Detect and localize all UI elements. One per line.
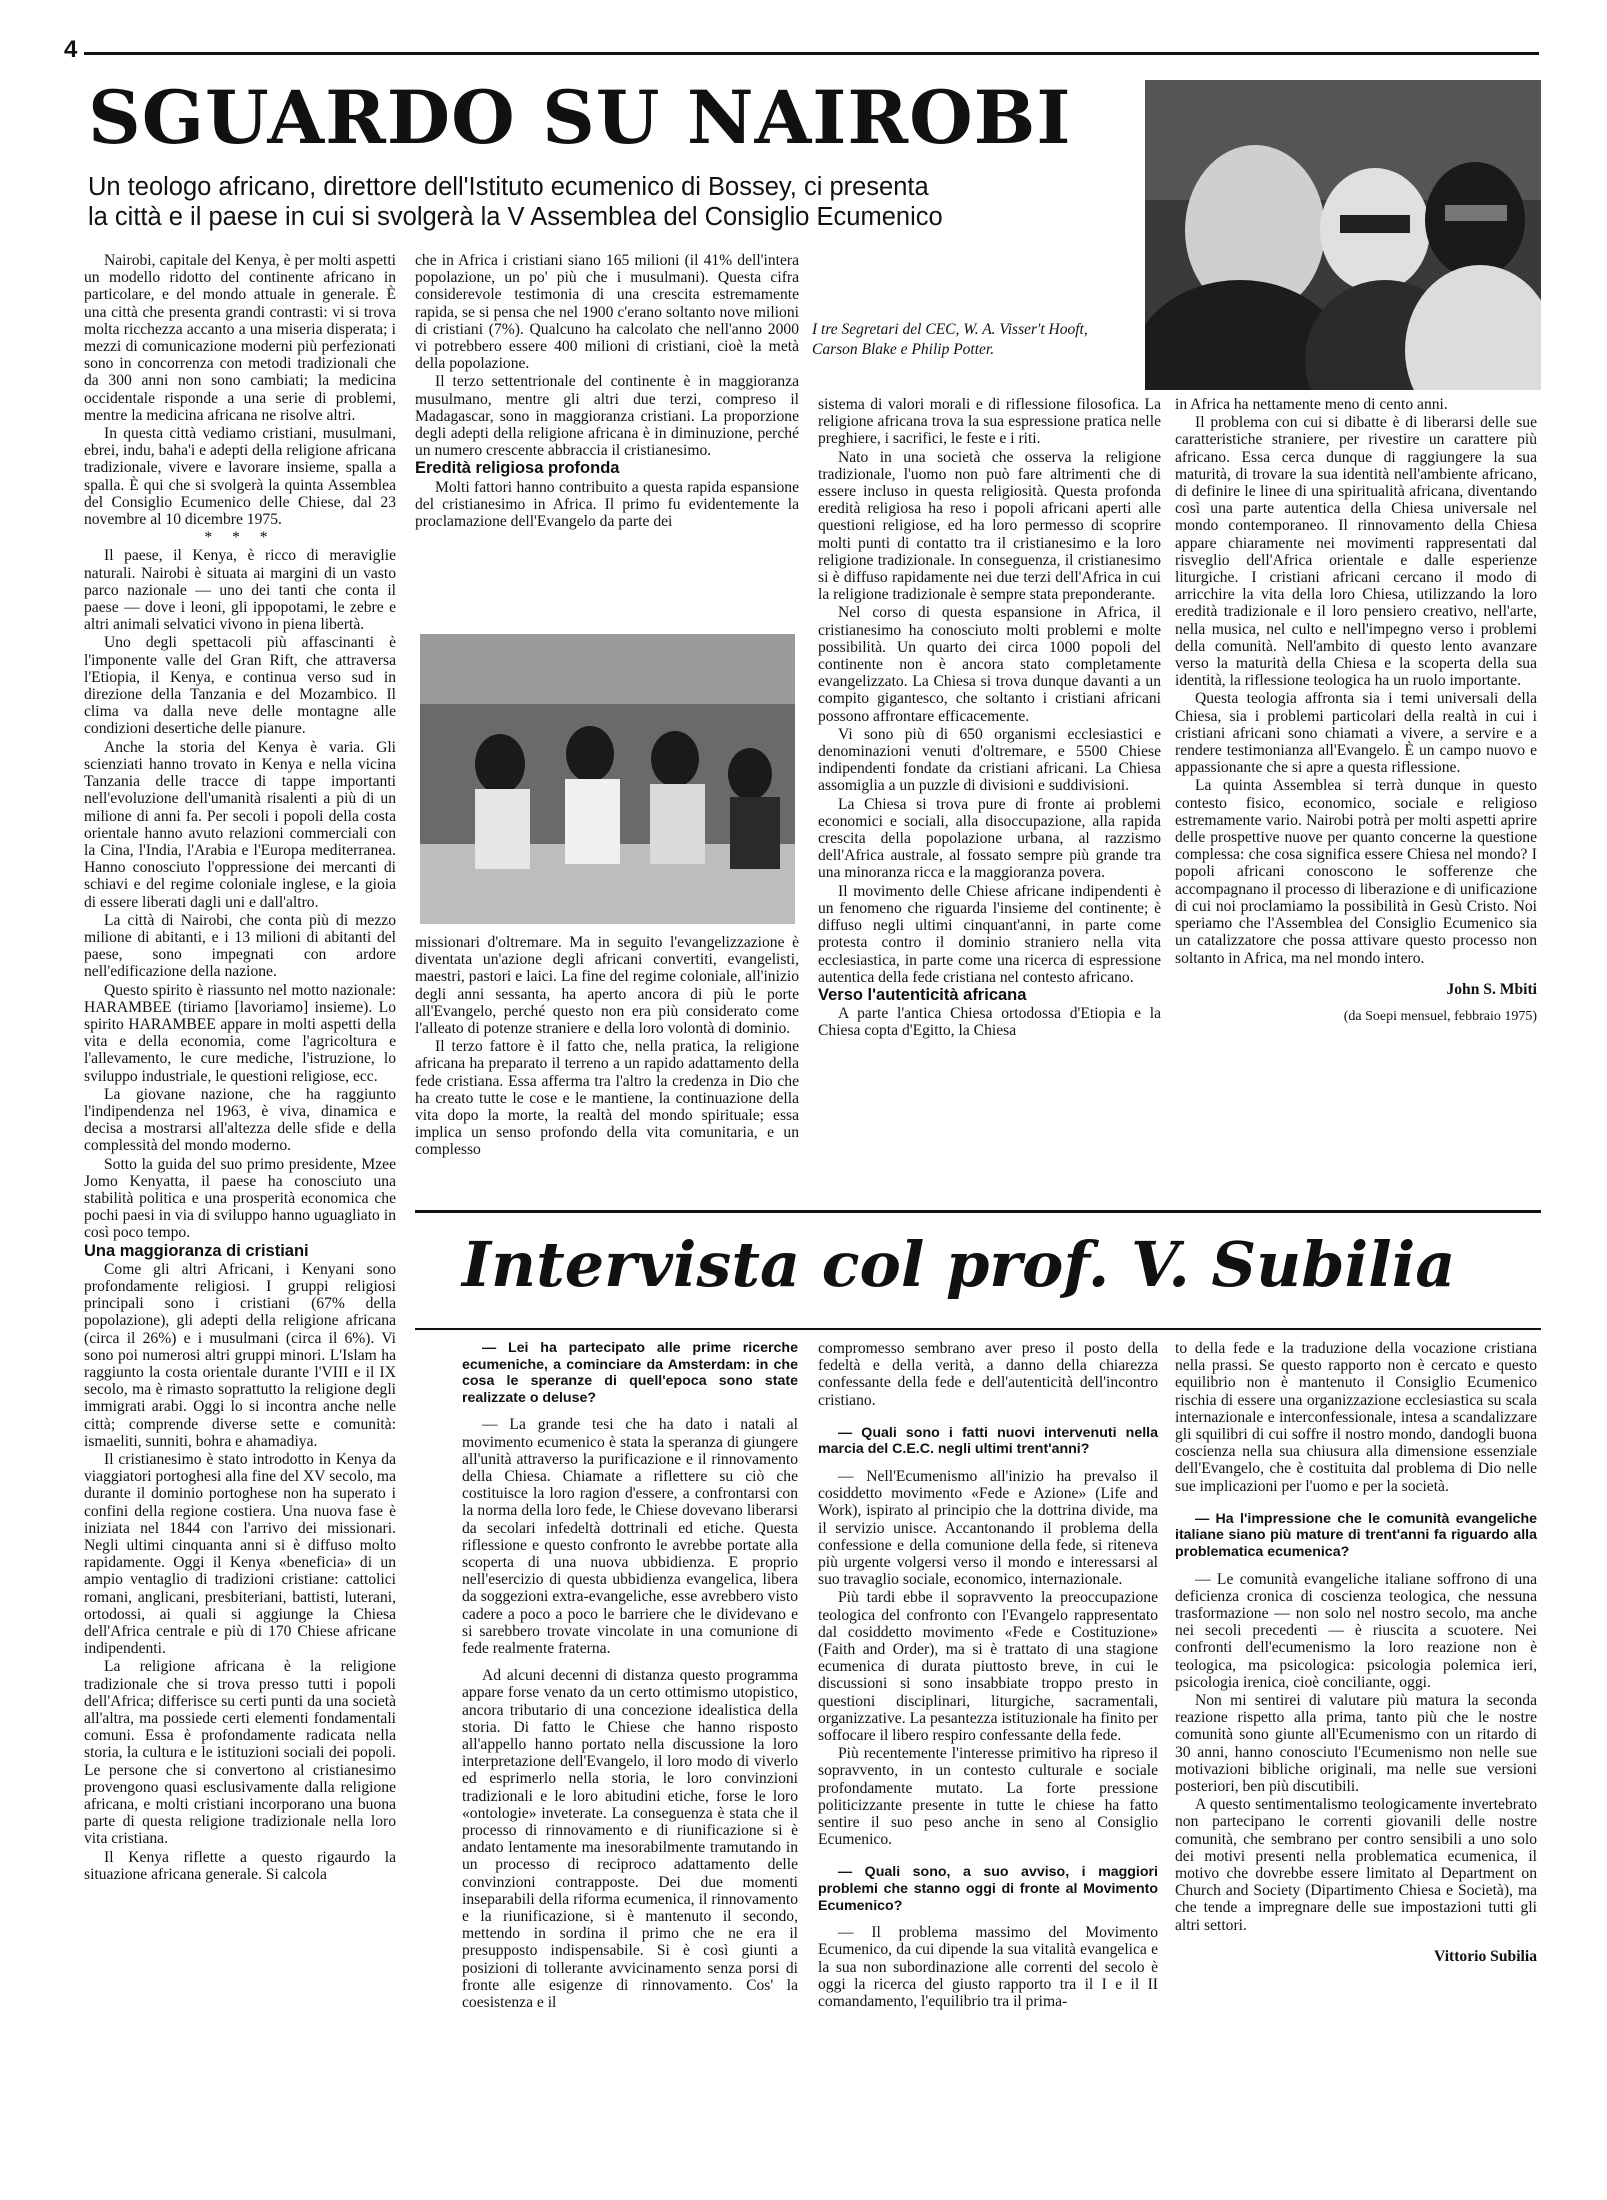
paragraph: Il paese, il Kenya, è ricco di meraviglie naturali. Nairobi è situata ai margini di un vasto parco nazionale — uno dei tanti che conta il paese — dove i leoni, gli ippopotami, le zebre e altri animali selvatici vivono in piena libertà. — [84, 547, 396, 634]
paragraph: compromesso sembrano aver preso il posto della fedeltà e della verità, a danno della chiarezza confessante della fede e dell'autenticità dell'incontro cristiano. — [818, 1340, 1158, 1409]
article2-title: Intervista col prof. V. Subilia — [462, 1228, 1456, 1301]
interview-question: — Quali sono, a suo avviso, i maggiori problemi che stanno oggi di fronte al Movimento Ecumenico? — [818, 1864, 1158, 1914]
paragraph: to della fede e la traduzione della vocazione cristiana nella prassi. Se questo rapporto non è cercato e questo equilibrio non è mantenuto il Consiglio Ecumenico rischia di essere una organizzazione ecclesiastica su scala internazionale e interconfessionale, intesa a scandalizzare gli squilibri di cui soffre il nostro mondo, dandogli buona coscienza nella sua chiusura alla dimensione essenziale dell'Evangelo, che è costituita dal problema di Dio nelle sue implicazioni per l'uomo e per la società. — [1175, 1340, 1537, 1495]
paragraph: La città di Nairobi, che conta più di mezzo milione di abitanti, e i 13 milioni di abitanti del paese, sono impegnati con ardore nell'edificazione della nazione. — [84, 911, 396, 981]
paragraph: — Le comunità evangeliche italiane soffrono di una deficienza cronica di coscienza teologica, che nessuna trasformazione — non solo nel nostro secolo, ma anche nei secoli precedenti — è riuscita a scuotere. Nei confronti dell'ecumenismo la loro reazione non è teologica, ma psicologica: psicologia polemica ieri, psicologia irenica, cioè conciliante, oggi. — [1175, 1570, 1537, 1691]
paragraph: A parte l'antica Chiesa ortodossa d'Etiopia e la Chiesa copta d'Egitto, la Chiesa — [818, 1005, 1161, 1040]
author-signature: Vittorio Subilia — [1434, 1947, 1537, 1965]
paragraph: Questo spirito è riassunto nel motto nazionale: HARAMBEE (tiriamo [lavoriamo] insieme). Lo spirito HARAMBEE appare in molti aspetti della vita e della economia, come l'agricoltura e l'allevamento, le cure mediche, l'istruzione, lo sviluppo industriale, le questioni religiose, ecc. — [84, 981, 396, 1085]
article2-column-2 — [462, 1340, 798, 2011]
paragraph: In questa città vediamo cristiani, musulmani, ebrei, indu, baha'i e adepti della religione africana tradizionale, vivere e lavorare insieme, spalla a spalla. È qui che si svolgerà la quinta Assemblea del Consiglio Ecumenico delle Chiese, dal 23 novembre al 10 dicembre 1975. — [84, 425, 396, 529]
paragraph: Il terzo fattore è il fatto che, nella pratica, la religione africana ha preparato il terreno a un rapido adattamento della fede cristiana. Essa afferma tra l'altro la credenza in Dio che ha creato tutte le cose e le mantiene, la continuazione della vita dopo la morte, la realtà del mondo spirituale; essa implica un senso profondo della vita comunitaria, e un complesso — [415, 1038, 799, 1159]
paragraph: Molti fattori hanno contribuito a questa rapida espansione del cristianesimo in Africa. Il primo fu evidentemente la proclamazione dell'Evangelo da parte dei — [415, 478, 799, 531]
paragraph: La Chiesa si trova pure di fronte ai problemi economici e sociali, alla disoccupazione, alla rapida crescita della popolazione urbana, al razzismo dell'Africa australe, al fossato sempre più grande tra una minoranza ricca e la maggioranza povera. — [818, 795, 1161, 882]
article1-column-1 — [84, 252, 396, 1883]
paragraph: A questo sentimentalismo teologicamente invertebrato non partecipano le correnti giovanili delle nostre comunità, che sembrano per contro sensibili a uno solo dei motivi presenti nella problematica ecumenica, il motivo che dovrebbe essere limitato al Department on Church and Society (Dipartimento Chiesa e Società), ma che tende a impregnare delle sue impostazioni tutti gli altri settori. — [1175, 1796, 1537, 1934]
paragraph: Sotto la guida del suo primo presidente, Mzee Jomo Kenyatta, il paese ha conosciuto una stabilità politica e una prosperità economica che pochi paesi in via di sviluppo hanno uguagliato in così poco tempo. — [84, 1155, 396, 1242]
article1-column-3 — [818, 396, 1161, 1040]
paragraph: Più tardi ebbe il sopravvento la preoccupazione teologica del confronto con l'Evangelo rappresentato dal cosiddetto movimento «Fede e Costituzione» (Faith and Order), ma si è trattato di una stagione ecumenica di durata piuttosto breve, in cui le discussioni si sono insabbiate troppo presto in questioni disciplinari, liturgiche, sacramentali, organizzative. La pesantezza istituzionale ha finito per soffocare il libero respiro confessante della fede. — [818, 1589, 1158, 1745]
interview-question: — Lei ha partecipato alle prime ricerche ecumeniche, a cominciare da Amsterdam: in che cosa le speranze di quell'epoca sono state realizzate o deluse? — [462, 1340, 798, 1406]
secretaries-photo — [1145, 80, 1541, 390]
article1-subtitle — [88, 172, 1133, 232]
article1-title: SGUARDO SU NAIROBI — [88, 75, 1072, 161]
paragraph: Il movimento delle Chiese africane indipendenti è un fenomeno che riguarda l'insieme del continente; è diffuso negli ultimi cinquant'anni, in parte come protesta contro il dominio straniero nella vita ecclesiastica, in parte come una ricerca di espressione autentica della fede cristiana nel contesto africano. — [818, 882, 1161, 986]
article2-rule — [415, 1210, 1541, 1213]
article2-column-4 — [1175, 1340, 1537, 1965]
paragraph: Nato in una società che osserva la religione tradizionale, l'uomo non può fare altrimenti che di essere incluso in questa religiosità. Questa profonda eredità religiosa ha reso i popoli africani aperti alle questioni religiose, ed ha loro permesso di scoprire molti punti di contatto tra il cristianesimo e la loro religione tradizionale. In conseguenza, il cristianesimo si è diffuso rapidamente nei due terzi dell'Africa in cui la religione tradizionale è sempre stata preponderante. — [818, 448, 1161, 604]
paragraph: Il cristianesimo è stato introdotto in Kenya da viaggiatori portoghesi alla fine del XV secolo, ma durante il dominio portoghese non ha superato i confini della regione costiera. Una nuova fase è iniziata nel 1844 con l'arrivo dei missionari. Negli ultimi cinquanta anni si è diffuso molto rapidamente. Oggi il Kenya «beneficia» di un ampio ventaglio di tradizioni cristiane: cattolici romani, anglicani, presbiteriani, battisti, luterani, ortodossi, ai quali si aggiunge la Chiesa dell'Africa centrale e più di 170 Chiese africane indipendenti. — [84, 1451, 396, 1658]
paragraph: Uno degli spettacoli più affascinanti è l'imponente valle del Gran Rift, che attraversa l'Etiopia, il Kenya, e continua verso sud in direzione della Tanzania e del Mozambico. Il clima va dalla neve delle montagne alle condizioni desertiche delle pianure. — [84, 634, 396, 738]
paragraph: Più recentemente l'interesse primitivo ha ripreso il sopravvento, in un contesto culturale e sociale profondamente mutato. La forte pressione politicizzante presente in tutte le chiese ha fatto sentire il suo peso anche in seno al Consiglio Ecumenico. — [818, 1745, 1158, 1849]
article2-title-rule — [415, 1328, 1541, 1330]
paragraph: Vi sono più di 650 organismi ecclesiastici e denominazioni venuti d'oltremare, e 5500 Chiese indipendenti fondate da cristiani africani. La Chiesa assomiglia a un puzzle di divisioni e suddivisioni. — [818, 725, 1161, 795]
subtitle-line-2: la città e il paese in cui si svolgerà la V Assemblea del Consiglio Ecumenico — [88, 203, 943, 231]
paragraph: sistema di valori morali e di riflessione filosofica. La religione africana trova la sua espressione pratica nelle preghiere, i sacrifici, le feste e i riti. — [818, 396, 1161, 448]
photo-caption: I tre Segretari del CEC, W. A. Visser't Hooft, Carson Blake e Philip Potter. — [812, 321, 1088, 358]
paragraph: — Nell'Ecumenismo all'inizio ha prevalso il cosiddetto movimento «Fede e Azione» (Life and Work), ispirato al principio che la dottrina divide, ma il servizio unisce. Accantonando il problema della confessione e della comunione della fede, si riteneva più urgente volgersi verso il mondo e interessarsi al suo travaglio sociale, economico, internazionale. — [818, 1468, 1158, 1589]
paragraph: Nel corso di questa espansione in Africa, il cristianesimo ha conosciuto molti problemi e molte possibilità. Un quarto dei circa 1000 popoli del continente non è ancora stato completamente evangelizzato. La Chiesa si trova dunque davanti a un compito gigantesco, che soltanto i cristiani africani possono affrontare efficacemente. — [818, 604, 1161, 725]
paragraph: — La grande tesi che ha dato i natali al movimento ecumenico è stata la speranza di giungere all'unità attraverso la purificazione e il rinnovamento della Chiesa. Chiamate a riflettere su ciò che costituisce la loro ragion d'essere, a confrontarsi con la norma della loro fede, le Chiese dovevano liberarsi da secolari infedeltà dottrinali ed etiche. Questa riflessione e questo confronto le avrebbe portate alla scoperta di una nuova ubbidienza. E proprio nell'esercizio di questa ubbidienza evangelica, libera da soggezioni extra-evangeliche, esse avrebbero visto cadere a poco a poco le barriere che le dividevano e si sarebbero trovate vincolate in una comunione di fede realmente fraterna. — [462, 1416, 798, 1658]
paragraph: — Il problema massimo del Movimento Ecumenico, da cui dipende la sua vitalità evangelica e la sua non subordinazione alle correnti del secolo è oggi la ricerca del giusto rapporto tra il I e il II comandamento, l'equilibrio tra il prima- — [818, 1924, 1158, 2011]
paragraph: Ad alcuni decenni di distanza questo programma appare forse venato da un certo ottimismo utopistico, ancora tributario di una concezione idealistica della storia. Di fatto le Chiese che hanno risposto all'appello hanno portato nella discussione la loro interpretazione dell'Evangelo, il loro modo di viverlo ed esprimerlo nella storia, le loro convinzioni tradizionali e le loro abitudini etiche, forse le loro «ontologie» inveterate. La conseguenza è stata che il processo di rinnovamento e di riunificazione si è andato lentamente ma inesorabilmente tramutando in un processo di reciproco adattamento delle convinzioni contrapposte. Dei due momenti inseparabili della riforma ecumenica, il rinnovamento e la riunificazione, si è mantenuto il secondo, mettendo in sordina il primo che ne era il presupposto indispensabile. Si è così giunti a posizioni di tollerante avvicinamento senza porsi di fronte alle esigenze di rinnovamento. Cos' la coesistenza e il — [462, 1667, 798, 2012]
article1-column-2 — [415, 252, 799, 530]
article1-column-2-bottom — [415, 934, 799, 1159]
header-rule — [84, 52, 1539, 55]
author-signature: John S. Mbiti — [1446, 980, 1537, 998]
paragraph: che in Africa i cristiani siano 165 milioni (il 41% dell'intera popolazione, un po' più che i musulmani). Questa cifra considerevole testimonia di una crescita estremamente rapida, se si pensa che nel 1900 c'erano soltanto nove milioni di cristiani (7%). Qualcuno ha calcolato che nell'anno 2000 vi potrebbero essere 400 milioni di cristiani, cioè la metà della popolazione. — [415, 252, 799, 373]
paragraph: Nairobi, capitale del Kenya, è per molti aspetti un modello ridotto del continente africano in particolare, e del mondo attuale in generale. È una città che presenta grandi contrasti: vi si trova molta ricchezza accanto a una miseria disperata; i mezzi di comunicazione moderni più perfezionati sono in concorrenza con metodi tradizionali che da 300 anni non sono cambiati; la medicina occidentale risponde a una serie di problemi, mentre la medicina africana ne risolve altri. — [84, 252, 396, 424]
interview-question: — Quali sono i fatti nuovi intervenuti nella marcia del C.E.C. negli ultimi trent'anni? — [818, 1424, 1158, 1458]
section-heading: Una maggioranza di cristiani — [84, 1241, 309, 1260]
interview-question: — Ha l'impressione che le comunità evangeliche italiane siano più mature di trent'anni fa riguardo alla problematica ecumenica? — [1175, 1510, 1537, 1561]
paragraph: Il Kenya riflette a questo rigaurdo la situazione africana generale. Si calcola — [84, 1848, 396, 1883]
paragraph: Il problema con cui si dibatte è di liberarsi delle sue caratteristiche straniere, per rivestire un carattere più africano. Essa cerca dunque di raggiungere la sua maturità, di trovare la sua identità nell'ambiente africano, di definire le linee di una spiritualità africana, diventando così una parte autentica della Chiesa universale nel mondo contemporaneo. Il rinnovamento della Chiesa appare chiaramente nei movimenti rappresentati dal risveglio dell'Africa orientale e dalle esperienze liturgiche. I cristiani africani cercano il modo di arricchire la vita della loro Chiesa, utilizzando la loro eredità tradizionale e il loro pensiero creativo, nell'arte, nella musica, nel culto e nell'impegno verso i problemi della comunità. Nell'ambito di questo lento avanzare verso la maturità della Chiesa e la scoperta della sua identità, la riflessione teologica ha un ruolo importante. — [1175, 414, 1537, 690]
section-heading: Verso l'autenticità africana — [818, 985, 1027, 1004]
paragraph: Il terzo settentrionale del continente è in maggioranza musulmano, mentre gli altri due terzi, compreso il Madagascar, sono in maggioranza cristiani. La proporzione degli adepti della religione africana è in diminuzione, perché un numero crescente abbraccia il cristianesimo. — [415, 373, 799, 460]
article2-column-3 — [818, 1340, 1158, 2010]
paragraph: Come gli altri Africani, i Kenyani sono profondamente religiosi. I gruppi religiosi principali sono i cristiani (67% della popolazione), gli adepti della religione africana (circa il 26%) e i musulmani (circa il 6%). Vi sono poi numerosi altri gruppi minori. L'Islam ha raggiunto la costa orientale durante l'VIII e il IX secolo, ma è rimasto soprattutto la religione degli immigrati arabi. Oggi lo si incontra anche nelle città; comprende diverse sette e comunità: ismaeliti, sunniti, bohra e ahamadiya. — [84, 1260, 396, 1450]
paragraph: Anche la storia del Kenya è varia. Gli scienziati hanno trovato in Kenya e nella vicina Tanzania delle tracce di tappe importanti nell'evoluzione dell'umanità risalenti a più di un milione di anni fa. Per secoli i popoli della costa orientale hanno avuto relazioni commerciali con la Cina, l'India, l'Arabia e l'Europa mediterranea. Hanno conosciuto l'oppressione dei mercanti di schiavi e del regime coloniale inglese, e la gioia di essere liberati dagli uni e dall'altro. — [84, 738, 396, 911]
paragraph: in Africa ha nettamente meno di cento anni. — [1175, 396, 1448, 413]
page-number: 4 — [64, 36, 78, 63]
source-note: (da Soepi mensuel, febbraio 1975) — [1343, 1008, 1537, 1024]
section-heading: Eredità religiosa profonda — [415, 459, 620, 478]
paragraph: La religione africana è la religione tradizionale che si trova presso tutti i popoli dell'Africa; differisce su certi punti da una società all'altra, ma possiede certi elementi fondamentali comuni. Essa è profondamente radicata nella storia, la cultura e le istituzioni sociali dei popoli. Le persone che si convertono al cristianesimo provengono quasi esclusivamente dalla religione africana, e molti cristiani incorporano una buona parte di questa religione tradizionale nella loro vita cristiana. — [84, 1658, 396, 1848]
paragraph: Questa teologia affronta sia i temi universali della Chiesa, sia i problemi particolari della realtà in cui i cristiani africani sono chiamati a vivere, a servire e a rendere testimonianza all'Evangelo. È un campo nuovo e appassionante che si apre a questa riflessione. — [1175, 690, 1537, 777]
article1-column-4 — [1175, 396, 1537, 1025]
paragraph: Non mi sentirei di valutare più matura la seconda reazione rispetto alla prima, tanto più che le nostre comunità sono giunte all'Ecumenismo con un ritardo di 30 anni, hanno conosciuto l'Ecumenismo non nelle sue motivazioni bibliche originali, ma nelle sue versioni posteriori, ben più discutibili. — [1175, 1692, 1537, 1796]
paragraph: missionari d'oltremare. Ma in seguito l'evangelizzazione è diventata un'azione degli africani convertiti, evangelisti, maestri, pastori e laici. La fine del regime coloniale, all'inizio degli anni sessanta, ha aperto ancora di più le porte all'Evangelo, perché questo non era più considerato come l'alleato di potenze straniere e della loro volontà di dominio. — [415, 934, 799, 1038]
students-photo — [420, 634, 795, 924]
section-separator: * * * — [204, 529, 276, 547]
paragraph: La giovane nazione, che ha raggiunto l'indipendenza nel 1963, è viva, dinamica e decisa a mostrarsi all'altezza delle sfide e della complessità del mondo moderno. — [84, 1085, 396, 1155]
subtitle-line-1: Un teologo africano, direttore dell'Istituto ecumenico di Bossey, ci presenta — [88, 173, 929, 201]
paragraph: La quinta Assemblea si terrà dunque in questo contesto fisico, economico, sociale e religioso estremamente vario. Nairobi potrà per molti aspetti aprire delle prospettive nuove per quanto concerne la questione complessa: che cosa significa essere Chiesa nel mondo? I popoli africani conoscono le sofferenze che accompagnano il processo di liberazione e di unificazione di cui noi proclamiamo la possibilità in Gesù Cristo. Noi speriamo che l'Assemblea del Consiglio Ecumenico sia un catalizzatore che possa attivare questo processo non soltanto in Africa, ma nel mondo intero. — [1175, 777, 1537, 967]
